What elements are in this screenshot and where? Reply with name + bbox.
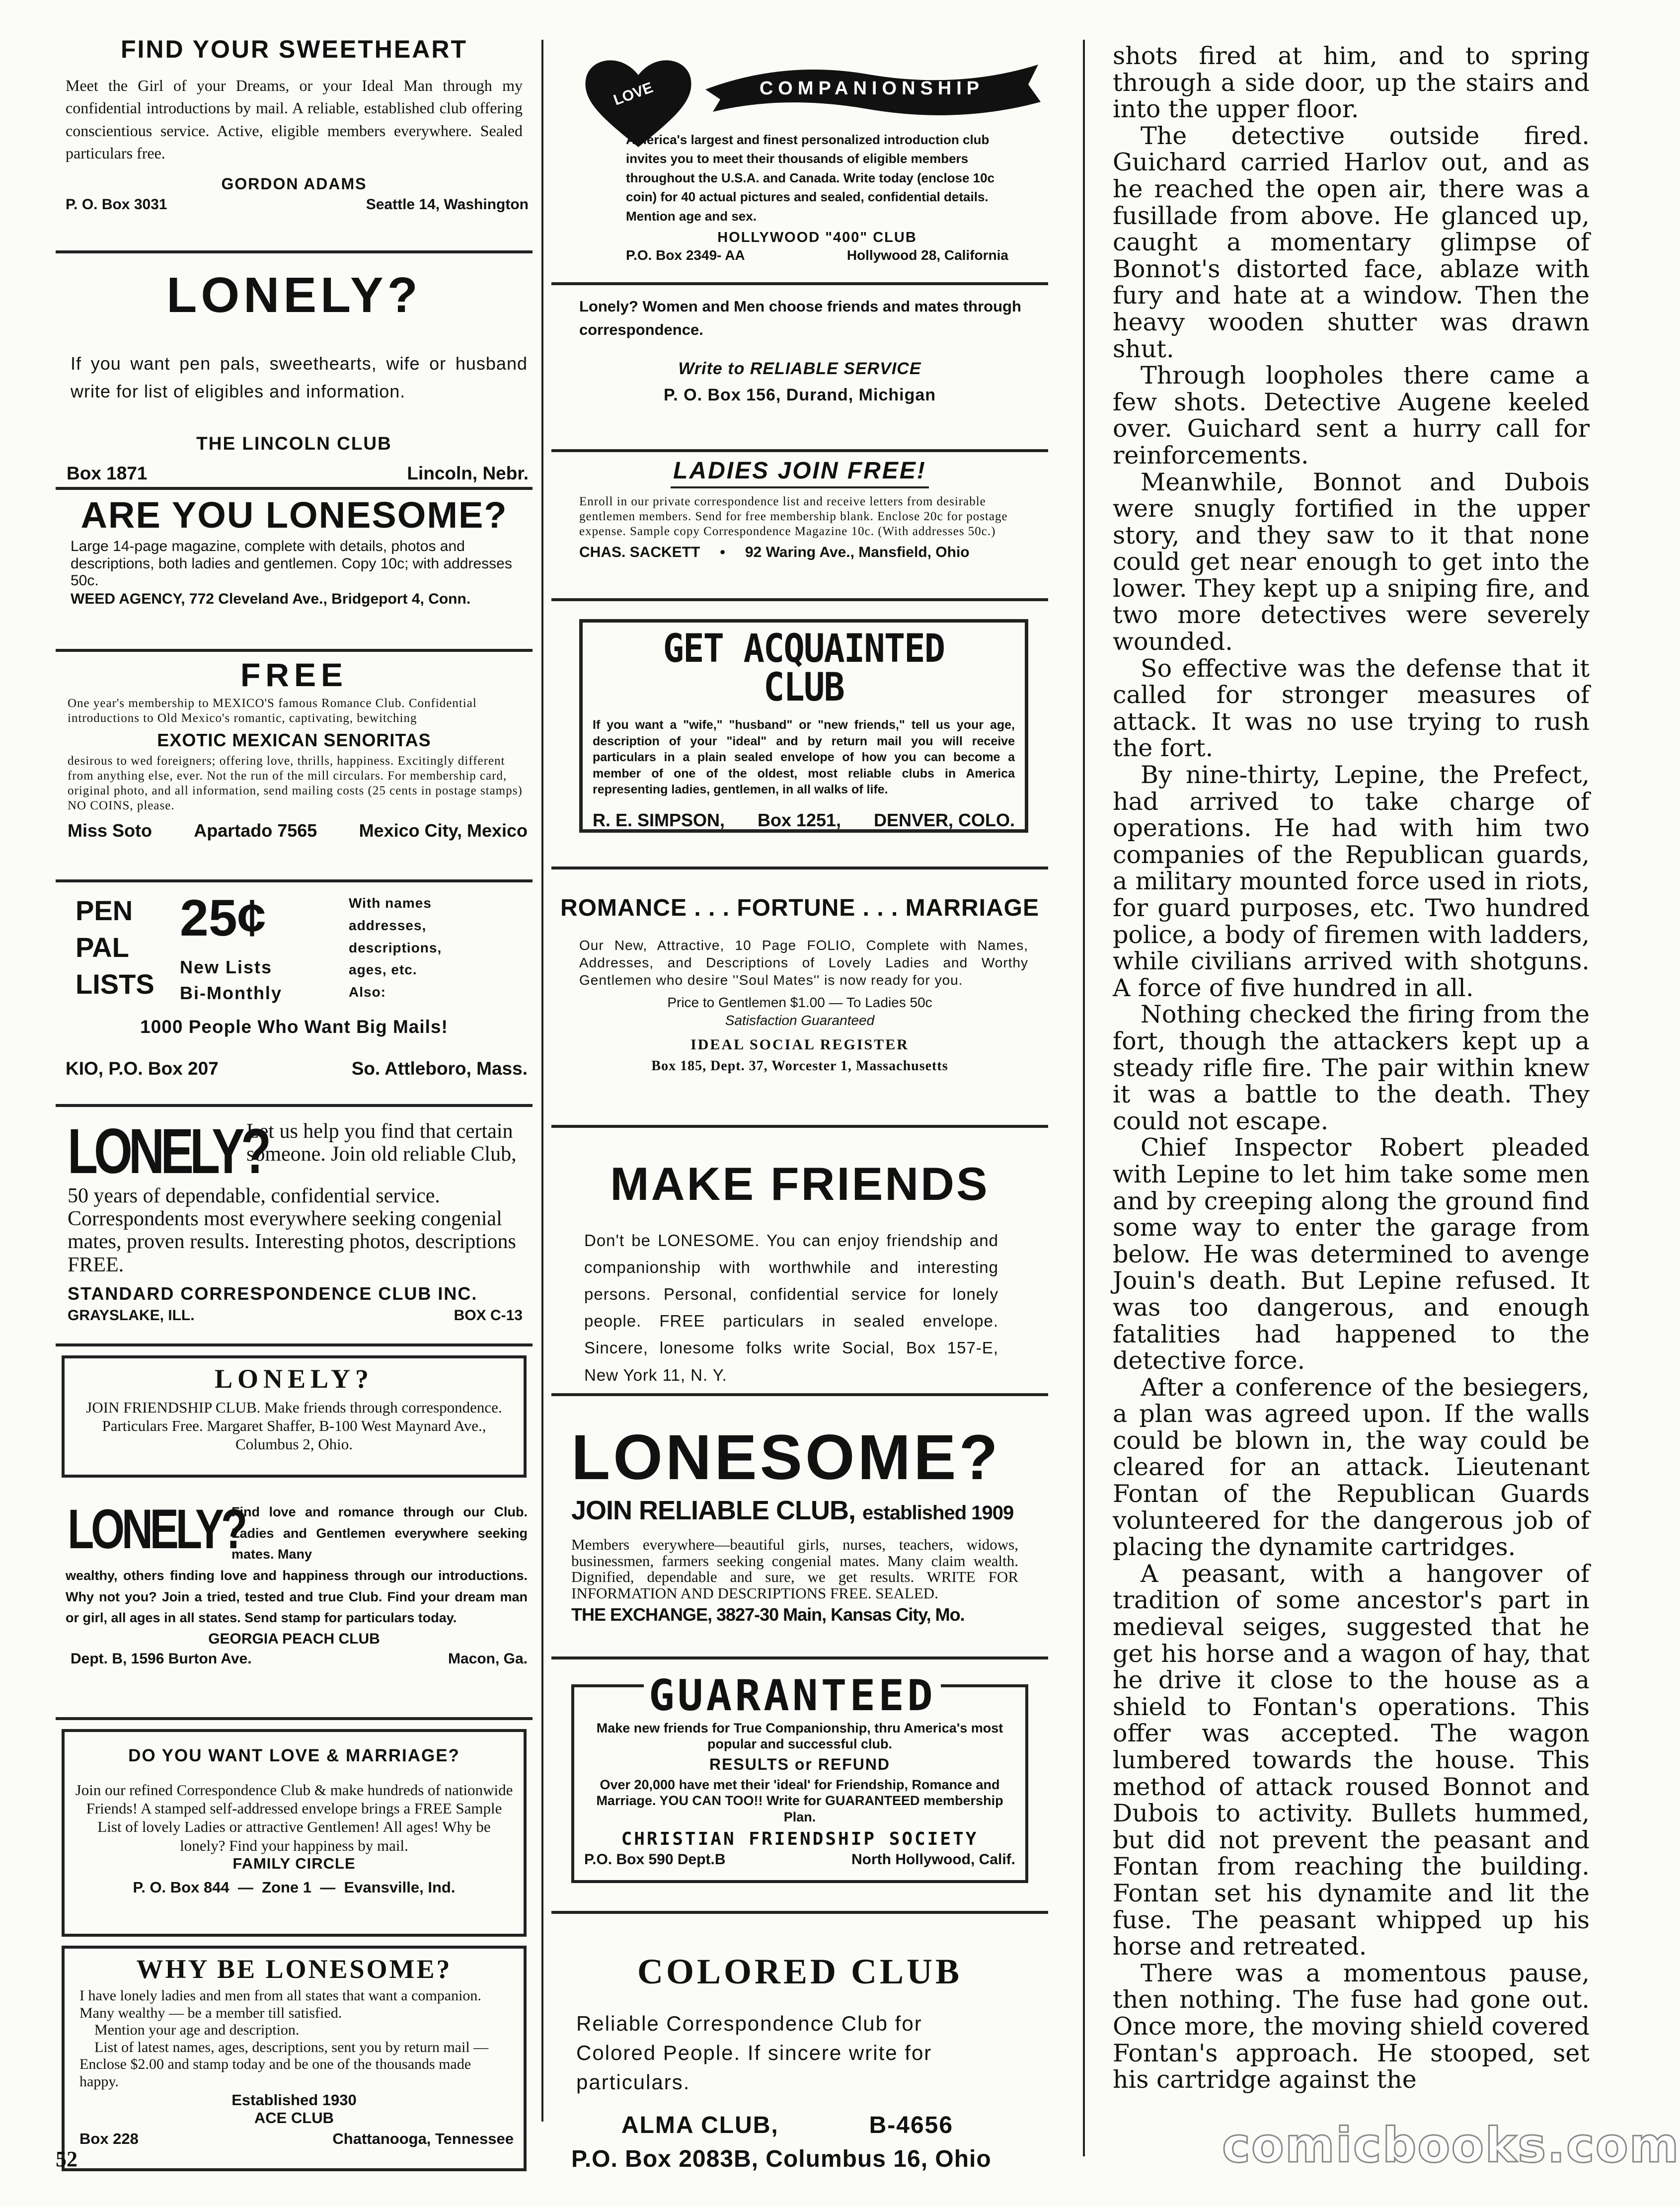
ad-body: Enroll in our private correspondence list and receive letters from desirable gentlemen members. Send for free membership blank. Enclose 20c for postage expense. Sample copy Correspondence Magazine 10c. (With addresses 50c.) [579, 495, 1008, 538]
ad-address: P.O. Box 2083B, Columbus 16, Ohio [571, 2146, 992, 2173]
ad-established: Established 1930 [231, 2091, 357, 2109]
ad-family-circle [62, 1729, 527, 1937]
penpal-price: 25¢ [180, 889, 266, 947]
ad-name: FAMILY CIRCLE [232, 1854, 356, 1872]
ad-satisfaction: Satisfaction Guaranteed [725, 1012, 875, 1028]
ad-address-row [579, 544, 1033, 561]
story-paragraph: There was a momentous pause, then nothing. The fuse had gone out. Once more, the moving shield covered Fontan's approach. He stooped, set his cartridge against the [1113, 1959, 1590, 2094]
ad-write: Write to RELIABLE SERVICE [678, 359, 921, 378]
ad-title: LONELY? [214, 1364, 374, 1394]
banner-text: COMPANIONSHIP [759, 78, 985, 99]
story-paragraph: Meanwhile, Bonnot and Dubois were snugly fortified in the upper story, and they saw to it that none could get near enough to get into the lower. They kept up a sniping fire, and two more detectives were severely wounded. [1113, 468, 1590, 656]
ad-address-row [584, 1851, 1015, 1868]
ad-title: LONELY? [68, 1498, 244, 1560]
ad-body: Lonely? Women and Men choose friends and mates through correspondence. [579, 298, 1021, 338]
ad-name: HOLLYWOOD "400" CLUB [717, 230, 917, 245]
ad-title: DO YOU WANT LOVE & MARRIAGE? [128, 1746, 460, 1765]
ad-city: Seattle 14, Washington [366, 196, 529, 213]
ad-address-row [68, 1307, 523, 1324]
penpal-right-line: addresses, [349, 917, 427, 933]
ad-name: IDEAL SOCIAL REGISTER [690, 1036, 909, 1053]
penpal-bimonthly: Bi-Monthly [180, 983, 282, 1003]
ad-box: P.O. Box 590 Dept.B [584, 1851, 726, 1868]
penpal-left [76, 892, 180, 1003]
ad-box: Box 228 [79, 2130, 139, 2147]
ad-address-row [79, 2130, 514, 2148]
ad-title: COLORED CLUB [637, 1952, 963, 1991]
story-paragraph: So effective was the defense that it called for stronger measures of attack. It was no use trying to rush the fort. [1113, 654, 1590, 763]
ad-established: established 1909 [862, 1502, 1014, 1524]
ad-address: THE EXCHANGE, 3827-30 Main, Kansas City, Mo. [571, 1604, 965, 1625]
ad-title: LONELY? [166, 267, 422, 323]
ad-address-row [68, 820, 528, 841]
ad-name: GEORGIA PEACH CLUB [208, 1630, 380, 1647]
ad-address-row [593, 810, 1015, 831]
ad-body: wealthy, others finding love and happiness through our introductions. Why not you? Join a tried, tested and true Club. Find your dream man or girl, all ages in all states. Send stamp for particulars today. [66, 1568, 528, 1626]
penpal-right-line: descriptions, [349, 940, 442, 955]
ad-body: Reliable Correspondence Club for Colored People. If sincere write for particulars. [576, 2012, 932, 2094]
ad-city: DENVER, COLO. [873, 809, 1015, 830]
ad-title: ROMANCE . . . FORTUNE . . . MARRIAGE [560, 895, 1039, 921]
ad-name-row [576, 2112, 998, 2139]
ad-name: ACE CLUB [254, 2109, 334, 2127]
ad-results: RESULTS or REFUND [709, 1755, 891, 1773]
penpal-pen: PEN [76, 895, 133, 926]
ad-title: ARE YOU LONESOME? [80, 494, 508, 536]
ad-christian-friendship [551, 1659, 1048, 1914]
penpal-right-line: Also: [349, 984, 386, 1000]
penpal-right-line: ages, etc. [349, 962, 417, 978]
penpal-tagline: 1000 People Who Want Big Mails! [140, 1017, 448, 1037]
ad-body: Large 14-page magazine, complete with details, photos and descriptions, both ladies and gentlemen. Copy 10c; with addresses 50c. [71, 538, 512, 589]
ad-body-2: Over 20,000 have met their 'ideal' for Friendship, Romance and Marriage. YOU CAN TOO!! Write for GUARANTEED membership Plan. [596, 1777, 1003, 1824]
ad-body: Members everywhere—beautiful girls, nurses, teachers, widows, businessmen, farmers seeking congenial mates. Many claim wealth. Dignified, dependable and sure, we get results. WRITE FOR INFORMATION AND DESCRIPTIONS FREE. SEALED. [571, 1536, 1018, 1602]
ad-title: WHY BE LONESOME? [136, 1954, 452, 1984]
ad-body: If you want a "wife," "husband" or "new friends," tell us your age, description of your "ideal" and by return mail you will receive particulars in a plain sealed envelope of how you can become a member of one of the oldest, most reliable clubs in America representing ladies, gentlemen, in all walks of life. [593, 718, 1015, 796]
ad-lead: Let us help you find that certain someone. Join old reliable Club, [246, 1120, 517, 1166]
ad-city: North Hollywood, Calif. [851, 1851, 1015, 1868]
ad-title: FREE [240, 656, 348, 693]
ad-city: Mexico City, Mexico [359, 820, 528, 841]
ad-exotic-mexican [56, 652, 533, 882]
ad-title: GUARANTEED [644, 1674, 941, 1717]
story-paragraph: shots fired at him, and to spring through a side door, up the stairs and into the upper floor. [1113, 42, 1590, 124]
companionship-banner-icon [700, 55, 1043, 124]
story-paragraph: Through loopholes there came a few shots. Detective Augene keeled over. Guichard sent a hurry call for reinforcements. [1113, 361, 1590, 470]
ad-box: Box 1251, [757, 809, 841, 830]
column-rule-left [541, 40, 543, 2122]
ad-standard-correspondence [56, 1107, 533, 1346]
ad-box: Apartado 7565 [194, 820, 317, 841]
ad-name: Miss Soto [68, 820, 153, 841]
ad-address-row [67, 463, 529, 484]
ad-name: R. E. SIMPSON, [593, 809, 725, 830]
ad-body: 50 years of dependable, confidential service. Correspondents most everywhere seeking congenial mates, proven results. Interesting photos, descriptions FREE. [68, 1184, 516, 1276]
penpal-new-lists: New Lists [180, 957, 273, 977]
ad-title: LONESOME? [571, 1422, 1001, 1493]
ad-address: WEED AGENCY, 772 Cleveland Ave., Bridgeport 4, Conn. [71, 590, 471, 607]
ad-address: Dept. B, 1596 Burton Ave. [71, 1650, 252, 1667]
ad-find-your-sweetheart [56, 35, 533, 253]
ad-georgia-peach [56, 1487, 533, 1720]
ad-the-exchange [551, 1396, 1048, 1659]
middle-ad-column [551, 43, 1048, 2173]
ad-body-3: List of latest names, ages, descriptions, sent you by return mail — Enclose $2.00 and stamp today and be one of the thousands made happy. [79, 2039, 489, 2090]
watermark: comicbooks.com [1222, 2118, 1680, 2173]
ad-address: 92 Waring Ave., Mansfield, Ohio [745, 544, 970, 560]
ad-intro: One year's membership to MEXICO'S famous Romance Club. Confidential introductions to Old Mexico's romantic, captivating, bewitching [68, 696, 477, 725]
ad-title: GET ACQUAINTED CLUB [663, 627, 945, 710]
ad-body: If you want pen pals, sweethearts, wife or husband write for list of eligibles and information. [71, 353, 528, 401]
ad-box: P. O. Box 844 — Zone 1 — Evansville, Ind. [133, 1878, 456, 1896]
ad-hollywood-400 [551, 43, 1048, 285]
ad-title: LADIES JOIN FREE! [673, 458, 926, 484]
ad-body-2: Mention your age and description. [94, 2022, 300, 2038]
penpal-center [180, 889, 349, 1004]
ad-chas-sackett [551, 452, 1048, 601]
ad-name: CHRISTIAN FRIENDSHIP SOCIETY [621, 1828, 979, 1849]
ad-city: Chattanooga, Tennessee [332, 2130, 514, 2147]
ad-lead: Find love and romance through our Club. Ladies and Gentlemen everywhere seeking mates. Many [231, 1504, 528, 1562]
ad-city: GRAYSLAKE, ILL. [68, 1307, 195, 1324]
ad-box: P. O. Box 3031 [66, 196, 167, 213]
page-number: 52 [56, 2147, 77, 2171]
ad-lincoln-club [56, 253, 533, 490]
ad-address-row [71, 1651, 528, 1667]
ad-body-1: Make new friends for True Companionship, thru America's most popular and successful club. [596, 1721, 1003, 1752]
bullet-icon: • [720, 544, 725, 560]
ad-ace-club [62, 1946, 527, 2171]
ad-subtitle: JOIN RELIABLE CLUB, [571, 1496, 856, 1525]
ad-city: Macon, Ga. [448, 1650, 528, 1667]
ad-subtitle: EXOTIC MEXICAN SENORITAS [157, 729, 431, 750]
ad-box: P.O. Box 2349- AA [626, 247, 745, 263]
story-paragraph: By nine-thirty, Lepine, the Prefect, had arrived to take charge of operations. He had with him two companies of the Republican guards, a military mounted force used in riots, for guard purposes, etc. Two hundred police, a body of firemen with ladders, while civilians arrived with shotguns. A force of five hundred in all. [1113, 761, 1590, 1002]
ad-box: KIO, P.O. Box 207 [66, 1058, 219, 1079]
ad-address-row [66, 196, 529, 213]
story-column [1113, 43, 1590, 2093]
penpal-pal: PAL [76, 931, 129, 963]
penpal-lists: LISTS [76, 968, 154, 1000]
story-paragraph: Chief Inspector Robert pleaded with Lepine to let him take some men and by creeping along the ground find some way to enter the garage from below. He was determined to avenge Jouin's death. But Lepine refused. It was too dangerous, and enough fatalities had happened to the detective force. [1113, 1133, 1590, 1375]
ad-body: Meet the Girl of your Dreams, or your Ideal Man through my confidential introductions by mail. A reliable, established club offering conscientious service. Active, eligible members everywhere. Sealed particulars free. [66, 77, 523, 162]
ad-title: MAKE FRIENDS [610, 1158, 990, 1210]
ad-address: Box 185, Dept. 37, Worcester 1, Massachusetts [651, 1058, 948, 1074]
ad-box: Box 1871 [67, 463, 148, 483]
ad-body: Don't be LONESOME. You can enjoy friendship and companionship with worthwhile and interesting persons. Personal, confidential service for lonely people. FREE particulars in sealed envelope. Sincere, lonesome folks write Social, Box 157-E, New York 11, N. Y. [584, 1231, 998, 1384]
story-paragraph: A peasant, with a hangover of tradition of some ancestor's part in medieval seiges, suggested that he get his horse and a wagon of hay, that he drive it close to the house as a shield to Fontan's operations. This offer was accepted. The wagon lumbered towards the house. This method of attack roused Bonnot and Dubois to activity. Bullets hummed, but did not prevent the peasant and Fontan from reaching the building. Fontan set his dynamite and lit the fuse. The peasant whipped up his horse and retreated. [1113, 1559, 1590, 1961]
ad-address-row [626, 247, 1008, 263]
ad-title: FIND YOUR SWEETHEART [121, 35, 467, 63]
penpal-right-line: With names [349, 895, 432, 911]
column-rule-right [1083, 40, 1085, 2156]
ad-pen-pal-lists [56, 882, 533, 1107]
ad-name: GORDON ADAMS [221, 174, 367, 193]
ad-city: Lincoln, Nebr. [407, 463, 529, 483]
heart-text: LOVE [611, 79, 655, 109]
ad-city: Hollywood 28, California [846, 247, 1008, 263]
title-underline [671, 486, 929, 488]
ad-body: Join our refined Correspondence Club & make hundreds of nationwide Friends! A stamped self-addressed envelope brings a FREE Sample List of lovely Ladies or attractive Gentlemen! All ages! Why be lonely? Find your happiness by mail. [75, 1781, 513, 1854]
ad-name: ALMA CLUB, [621, 2112, 779, 2139]
ad-name: STANDARD CORRESPONDENCE CLUB INC. [68, 1283, 478, 1304]
ad-body: desirous to wed foreigners; offering love, thrills, happiness. Excitingly different from anything else, ever. Not the run of the mill circulars. For membership card, original photo, and all information, send mailing costs (25 cents in postage stamps) NO COINS, please. [68, 754, 523, 812]
ad-code: B-4656 [869, 2112, 954, 2139]
story-paragraph: The detective outside fired. Guichard carried Harlov out, and as he reached the open air, there was a fusillade from above. He glanced up, caught a momentary glimpse of Bonnot's distorted face, ablaze with fury and hate at a window. Then the heavy wooden shutter was drawn shut. [1113, 121, 1590, 363]
ad-body: America's largest and finest personalized introduction club invites you to meet their thousands of eligible members throughout the U.S.A. and Canada. Write today (enclose 10c coin) for 40 actual pictures and sealed, confidential details. Mention age and sex. [626, 132, 995, 224]
ad-body: Our New, Attractive, 10 Page FOLIO, Complete with Names, Addresses, and Descriptions of Lovely Ladies and Worthy Gentlemen who desire ''Soul Mates'' is now ready for you. [579, 938, 1028, 988]
ad-reliable-service [551, 285, 1048, 452]
ad-make-friends [551, 1128, 1048, 1396]
ad-subtitle-row [571, 1494, 1048, 1528]
ad-address-row [66, 1058, 528, 1079]
ad-name: THE LINCOLN CLUB [196, 433, 392, 454]
ad-alma-club [551, 1914, 1048, 2173]
ad-title: LONELY? [68, 1116, 268, 1187]
ad-weed-agency [56, 490, 533, 652]
ad-city: So. Attleboro, Mass. [351, 1058, 528, 1079]
ad-name: CHAS. SACKETT [579, 544, 700, 560]
penpal-right [349, 892, 442, 1004]
left-ad-column [56, 35, 533, 2180]
ad-ideal-social-register [551, 869, 1048, 1128]
ad-body-1: I have lonely ladies and men from all states that want a companion. Many wealthy — be a member till satisfied. [79, 1987, 481, 2021]
ad-friendship-club [62, 1355, 527, 1478]
ad-get-acquainted [551, 601, 1048, 869]
ad-price: Price to Gentlemen $1.00 — To Ladies 50c [667, 995, 932, 1010]
ad-body: JOIN FRIENDSHIP CLUB. Make friends through correspondence. Particulars Free. Margaret Shaffer, B-100 West Maynard Ave., Columbus 2, Ohio. [86, 1399, 502, 1453]
ad-box: P. O. Box 156, Durand, Michigan [663, 386, 936, 404]
story-paragraph: Nothing checked the firing from the fort, though the attackers kept up a steady rifle fire. The pair within knew it was a battle to the death. They could not escape. [1113, 1000, 1590, 1135]
ad-box: BOX C-13 [454, 1307, 523, 1324]
story-paragraph: After a conference of the besiegers, a plan was agreed upon. If the walls could be blown in, the way could be cleared for an attack. Lieutenant Fontan of the Republican Guards volunteered for the dangerous job of placing the dynamite cartridges. [1113, 1373, 1590, 1562]
